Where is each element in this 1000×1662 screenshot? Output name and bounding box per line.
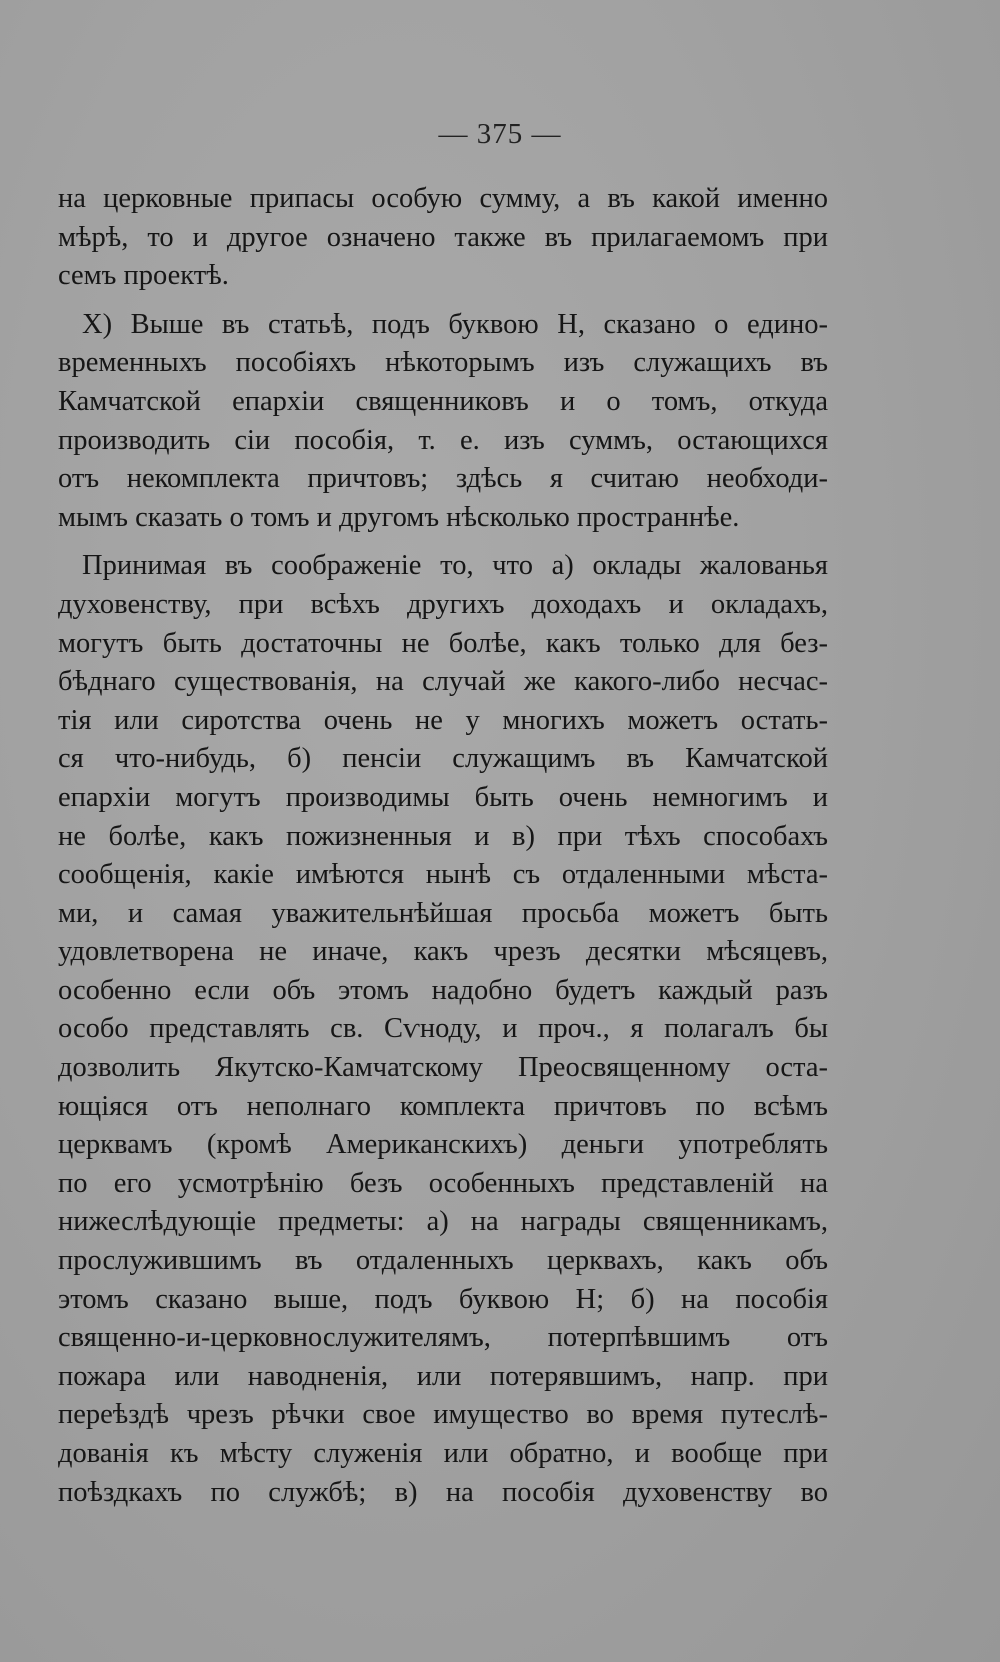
text-line: по его усмотрѣнію безъ особенныхъ представленій на xyxy=(58,1167,828,1199)
paragraph-1 xyxy=(58,180,828,296)
text-line: поѣздкахъ по службѣ; в) на пособія духовенству во xyxy=(58,1476,828,1508)
page-number: — 375 — xyxy=(438,118,562,150)
text-line: бѣднаго существованія, на случай же какого-либо несчас- xyxy=(58,666,828,698)
text-line: дозволить Якутско-Камчатскому Преосвященному оста- xyxy=(58,1052,828,1084)
paragraph-3 xyxy=(58,547,828,1512)
text-line: семъ проектѣ. xyxy=(58,260,229,292)
text-line: Принимая въ соображеніе то, что а) оклады жалованья xyxy=(82,550,828,582)
text-line: могутъ быть достаточны не болѣе, какъ только для без- xyxy=(58,627,828,659)
text-line: мѣрѣ, то и другое означено также въ прилагаемомъ при xyxy=(58,221,828,253)
text-line: прослужившимъ въ отдаленныхъ церквахъ, какъ объ xyxy=(58,1245,828,1277)
text-line: священно-и-церковнослужителямъ, потерпѣвшимъ отъ xyxy=(58,1322,828,1354)
text-line: ся что-нибудь, б) пенсіи служащимъ въ Камчатской xyxy=(58,743,828,775)
text-line: не болѣе, какъ пожизненныя и в) при тѣхъ способахъ xyxy=(58,820,828,852)
text-line: дованія къ мѣсту служенія или обратно, и вообще при xyxy=(58,1438,828,1469)
text-line: переѣздѣ чрезъ рѣчки свое имущество во время путеслѣ- xyxy=(58,1399,828,1431)
text-line: церквамъ (кромѣ Американскихъ) деньги употреблять xyxy=(58,1129,828,1161)
text-line: на церковные припасы особую сумму, а въ какой именно xyxy=(58,183,828,214)
text-line: X) Выше въ статьѣ, подъ буквою Н, сказано о едино- xyxy=(82,308,828,340)
text-line: особенно если объ этомъ надобно будетъ каждый разъ xyxy=(58,974,828,1006)
text-line: производить сіи пособія, т. е. изъ суммъ, остающихся xyxy=(58,424,828,456)
paragraph-2 xyxy=(58,306,828,538)
body-text xyxy=(58,180,828,1512)
text-line: духовенству, при всѣхъ другихъ доходахъ и окладахъ, xyxy=(58,588,828,620)
text-line: Камчатской епархіи священниковъ и о томъ, откуда xyxy=(58,385,828,417)
text-line: этомъ сказано выше, подъ буквою Н; б) на пособія xyxy=(58,1283,828,1315)
text-line: временныхъ пособіяхъ нѣкоторымъ изъ служащихъ въ xyxy=(58,347,828,379)
text-line: ми, и самая уважительнѣйшая просьба можетъ быть xyxy=(58,897,828,929)
text-line: мымъ сказать о томъ и другомъ нѣсколько пространнѣе. xyxy=(58,501,740,533)
text-line: отъ некомплекта причтовъ; здѣсь я считаю необходи- xyxy=(58,463,828,495)
text-line: нижеслѣдующіе предметы: а) на награды священникамъ, xyxy=(58,1206,828,1238)
text-line: ющіяся отъ неполнаго комплекта причтовъ по всѣмъ xyxy=(58,1090,828,1122)
text-line: пожара или наводненія, или потерявшимъ, напр. при xyxy=(58,1360,828,1392)
text-line: удовлетворена не иначе, какъ чрезъ десятки мѣсяцевъ, xyxy=(58,936,828,968)
text-line: тія или сиротства очень не у многихъ можетъ остать- xyxy=(58,704,828,736)
text-line: сообщенія, какіе имѣются нынѣ съ отдаленными мѣста- xyxy=(58,859,828,891)
text-line: особо представлять св. Сѵноду, и проч., я полагалъ бы xyxy=(58,1013,828,1045)
text-line: епархіи могутъ производимы быть очень немногимъ и xyxy=(58,781,828,813)
